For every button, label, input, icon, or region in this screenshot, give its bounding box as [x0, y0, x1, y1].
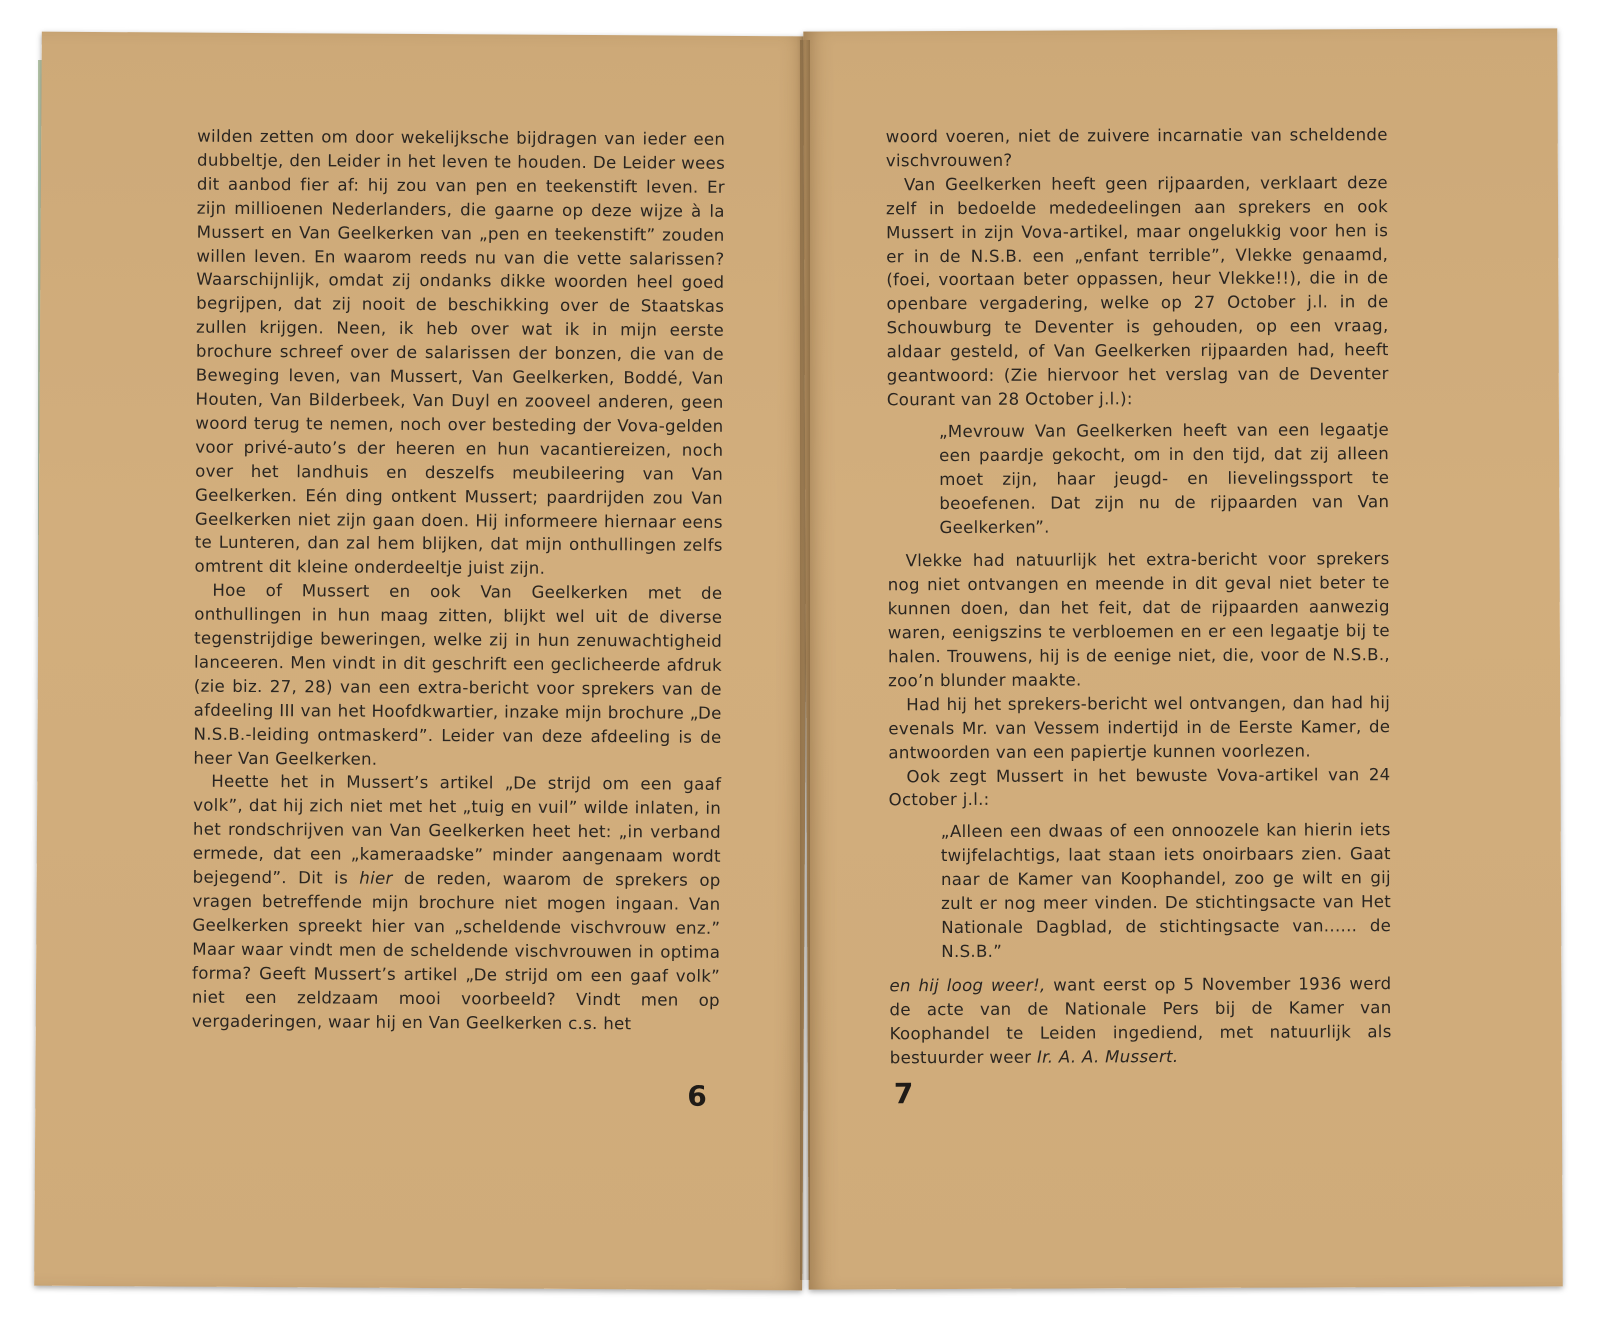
- page-number-right: 7: [893, 1077, 914, 1111]
- left-page-text: [192, 125, 726, 1037]
- right-paragraph-5: Ook zegt Mussert in het bewuste Vova-artikel van 24 October j.l.:: [888, 764, 1391, 810]
- book-gutter: [800, 40, 810, 1280]
- left-paragraph-3-part-2: de reden, waarom de sprekers op vragen betreffende mijn brochure niet mogen ingaan. Van Geelkerken spreekt hier van „scheldende vischvrouw enz.” Maar waar vindt men de scheldende vischvrouwen in optima forma? Geeft Mussert’s artikel „De strijd om een gaaf volk” niet een zeldzaam mooi voorbeeld? Vindt men op vergaderingen, waar hij en Van Geelkerken c.s. het: [191, 868, 721, 1033]
- page-number-left: 6: [687, 1079, 707, 1113]
- right-paragraph-6: [889, 972, 1391, 1070]
- left-paragraph-3-part-1: Heette het in Mussert’s artikel „De strijd om een gaaf volk”, dat hij zich niet met het „tuig en vuil” wilde inlaten, in het rondschrijven van Van Geelkerken heet het: „in verband ermede, dat een „kameraadske” minder aangenaam wordt bejegend”. Dit is: [192, 772, 722, 888]
- signature-mussert: Ir. A. A. Mussert.: [1036, 1046, 1179, 1067]
- left-page: [34, 32, 810, 1291]
- left-paragraph-2: Hoe of Mussert en ook Van Geelkerken met de onthullingen in hun maag zitten, blijkt wel uit de diverse tegenstrijdige beweringen, welke zij in hun zenuwachtigheid lanceeren. Men vindt in dit geschrift een geclicheerde afdruk (zie biz. 27, 28) van een extra-bericht voor sprekers van de afdeeling III van het Hoofdkwartier, inzake mijn brochure „De N.S.B.-leiding ontmaskerd”. Leider van deze afdeeling is de heer Van Geelkerken.: [193, 580, 723, 769]
- right-page-text: [886, 123, 1392, 1070]
- left-paragraph-3: [192, 770, 722, 1036]
- quote-mevrouw: „Mevrouw Van Geelkerken heeft van een legaatje een paardje gekocht, om in den tijd, dat zij alleen moet zijn, haar jeugd- en lievelingssport te beoefenen. Dat zijn nu de rijpaarden van Van Geelkerken”.: [938, 419, 1390, 537]
- quote-dwaas: „Alleen een dwaas of een onnoozele kan hierin iets twijfelachtigs, laat staan iets onoirbaars zien. Gaat naar de Kamer van Koophandel, zoo ge wilt en gij zult er nog meer vinden. De stichtingsacte van Het Nationale Dagblad, de stichtingsacte van...... de N.S.B.”: [940, 820, 1392, 961]
- right-paragraph-1: woord voeren, niet de zuivere incarnatie van scheldende vischvrouwen?: [885, 125, 1388, 171]
- left-paragraph-3-emphasis: hier: [359, 868, 393, 888]
- left-paragraph-1: wilden zetten om door wekelijksche bijdragen van ieder een dubbeltje, den Leider in het leven te houden. De Leider wees dit aanbod fier af: hij zou van pen en teekenstift leven. Er zijn millioenen Nederlanders, die gaarne op deze wijze à la Mussert en Van Geelkerken van „pen en teekenstift” zouden willen leven. En waarom reeds nu van die vette salarissen? Waarschijnlijk, omdat zij ondanks dikke woorden heel goed begrijpen, dat zij nooit de beschikking over de Staatskas zullen krijgen. Neen, ik heb over wat ik in mijn eerste brochure schreef over de salarissen der bonzen, die van de Beweging leven, van Mussert, Van Geelkerken, Boddé, Van Houten, Van Bilderbeek, Van Duyl en zooveel anderen, geen woord terug te nemen, noch over besteding der Vova-gelden voor privé-auto’s der heeren en hun vacantiereizen, noch over het landhuis en deszelfs meubileering van Van Geelkerken. Eén ding ontkent Mussert; paardrijden zou Van Geelkerken niet zijn gaan doen. Hij informeere hiernaar eens te Lunteren, dan zal hem blijken, dat mijn onthullingen zelfs omtrent dit kleine onderdeeltje juist zijn.: [194, 126, 726, 579]
- right-paragraph-6-emphasis: en hij loog weer!,: [889, 975, 1046, 996]
- right-paragraph-6-text: want eerst op 5 November 1936 werd de acte van de Nationale Pers bij de Kamer van Koophandel te Leiden ingediend, met natuurlijk als bestuurder weer: [889, 973, 1392, 1067]
- right-paragraph-4: Had hij het sprekers-bericht wel ontvangen, dan had hij evenals Mr. van Vessem indertijd in de Eerste Kamer, de antwoorden van een papiertje kunnen voorlezen.: [888, 692, 1391, 762]
- right-paragraph-2: Van Geelkerken heeft geen rijpaarden, verklaart deze zelf in bedoelde mededeelingen aan sprekers en ook Mussert in zijn Vova-artikel, maar ongelukkig voor hen is er in de N.S.B. een „enfant terrible”, Vlekke genaamd, (foei, voortaan beter oppassen, heur Vlekke!!), die in de openbare vergadering, welke op 27 October j.l. in de Schouwburg te Deventer is gehouden, op een vraag, aldaar gesteld, of Van Geelkerken rijpaarden had, heeft geantwoord: (Zie hiervoor het verslag van de Deventer Courant van 28 October j.l.):: [885, 172, 1389, 410]
- right-paragraph-3: Vlekke had natuurlijk het extra-bericht voor sprekers nog niet ontvangen en meende in dit geval niet beter te kunnen doen, dan het feit, dat de rijpaarden aanwezig waren, eenigszins te verbloemen en er een legaatje bij te halen. Trouwens, hij is de eenige niet, die, voor de N.S.B., zoo’n blunder maakte.: [887, 549, 1391, 691]
- right-page: [803, 28, 1562, 1289]
